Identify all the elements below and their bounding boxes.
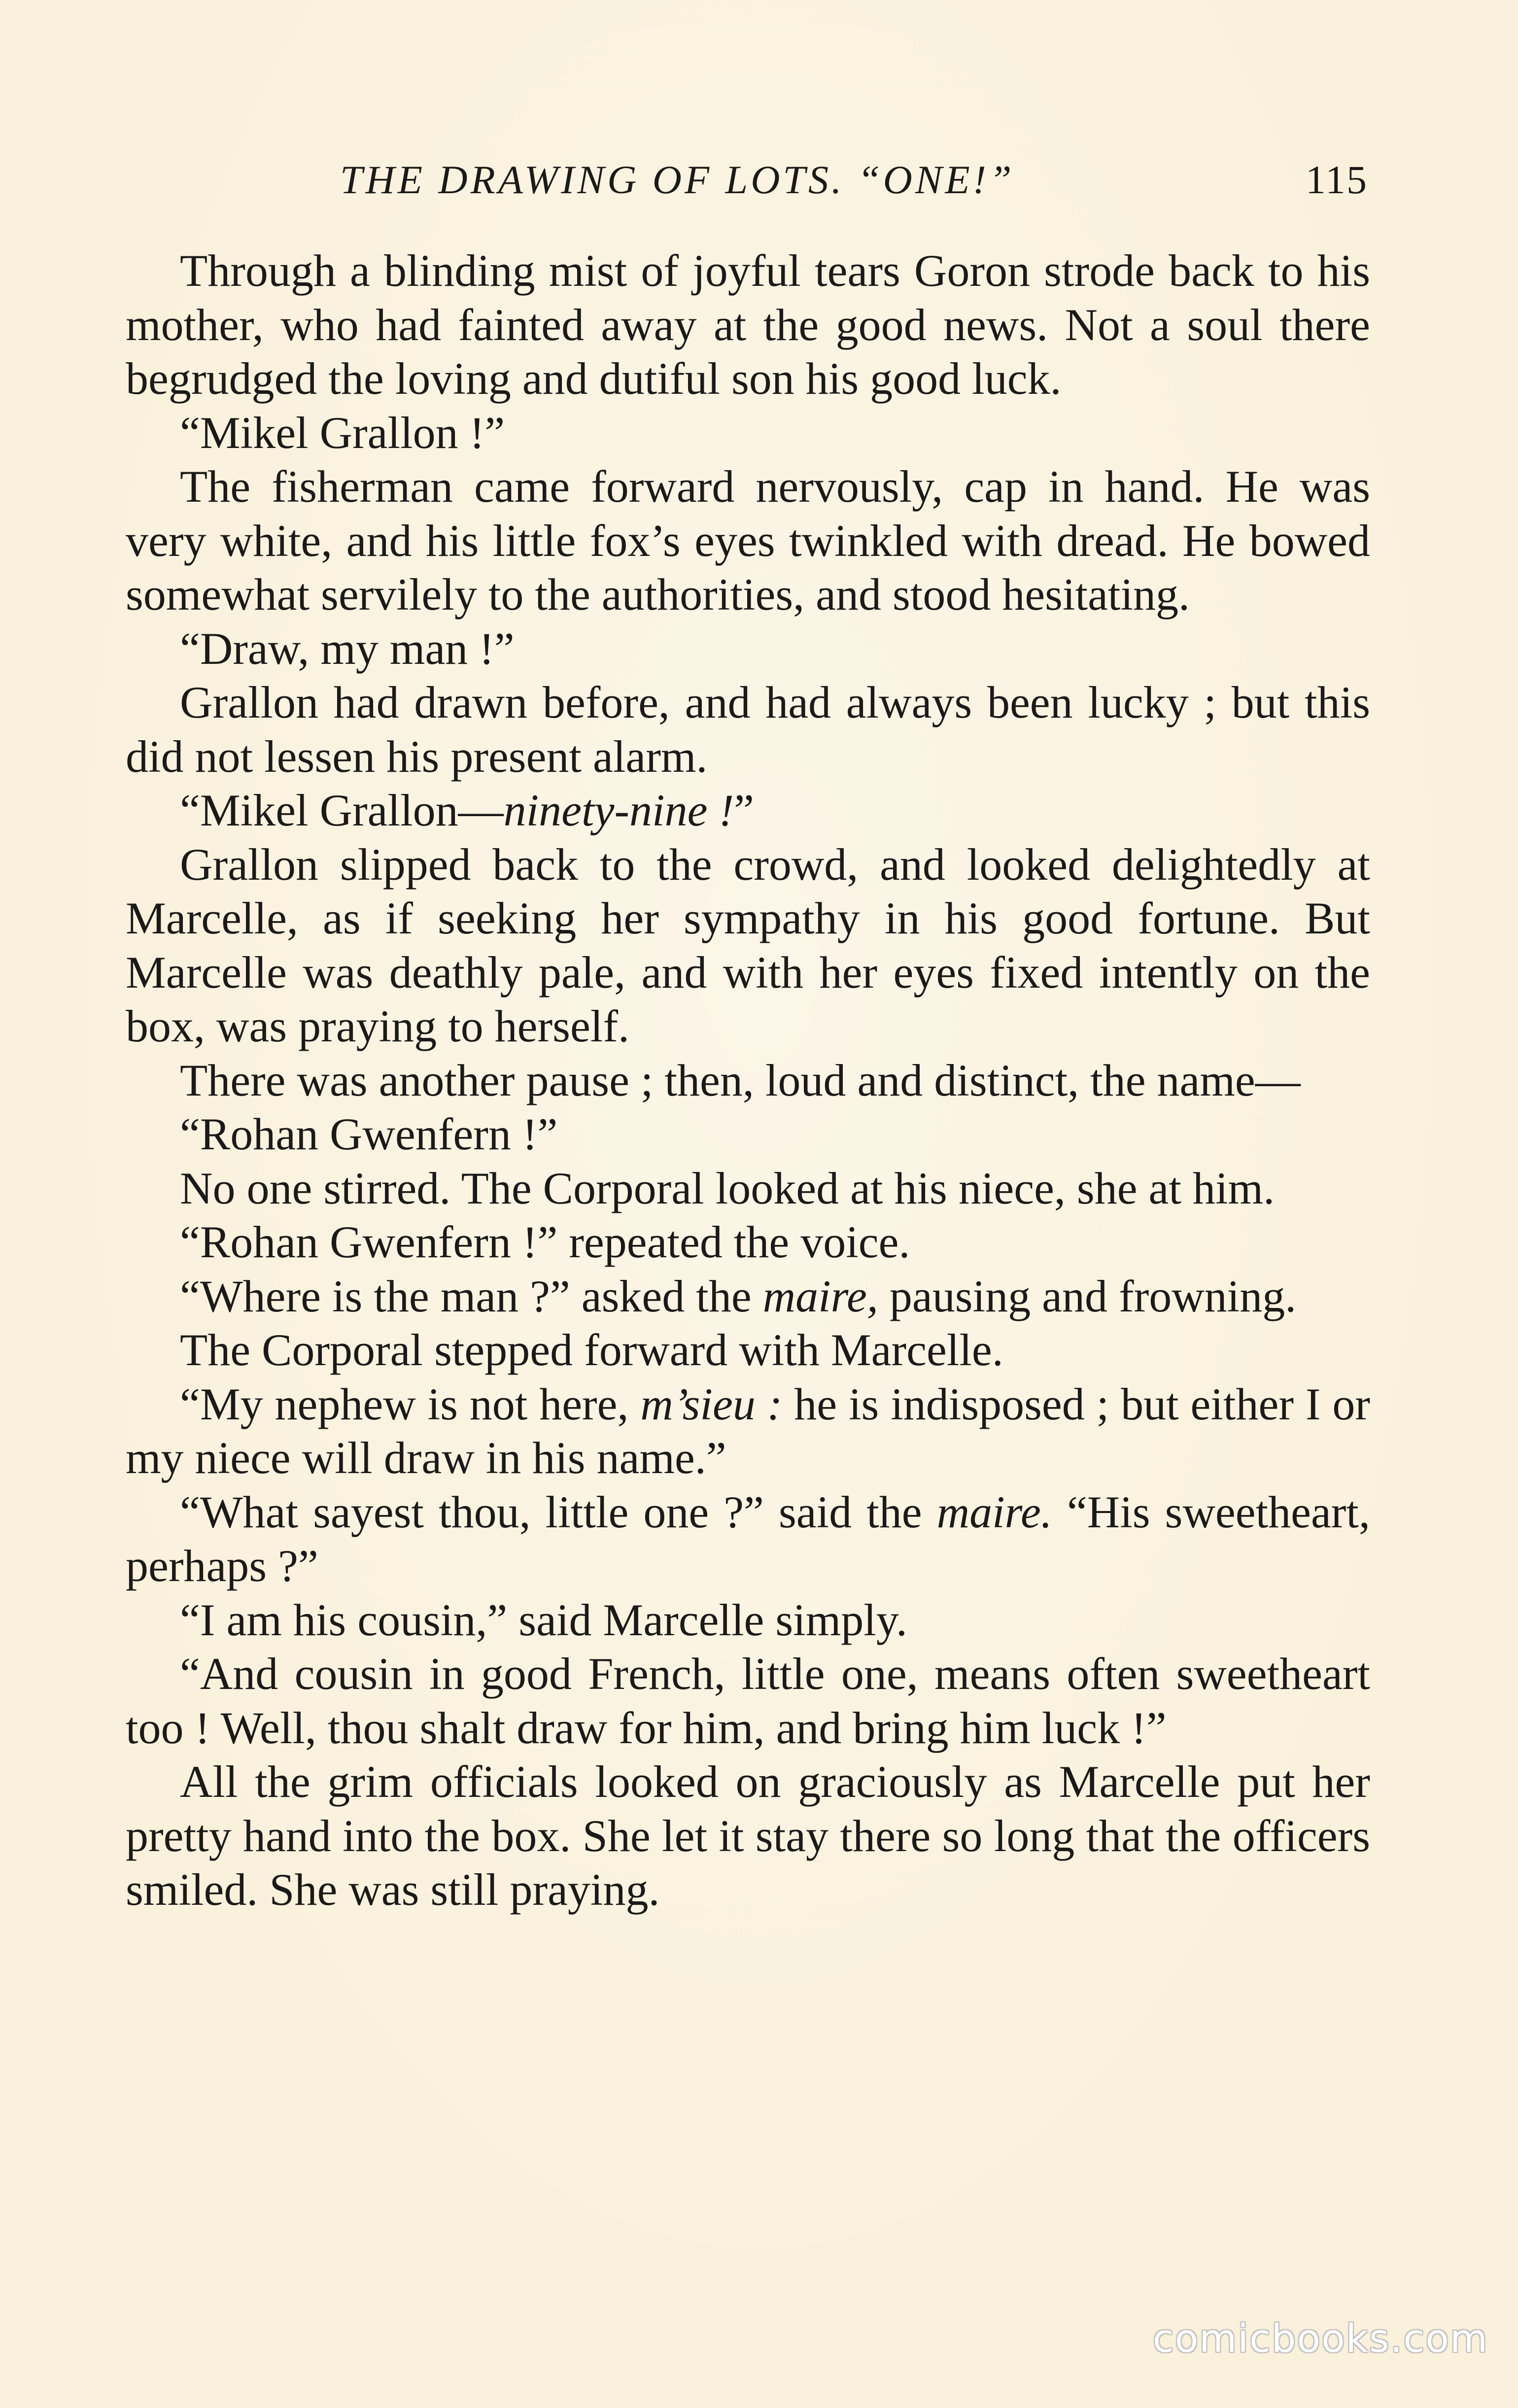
paragraph: Grallon had drawn before, and had always been lucky ; but this did not lessen his present alarm.	[126, 677, 1370, 782]
paragraph: “I am his cousin,” said Marcelle simply.	[180, 1594, 907, 1645]
paragraph	[126, 784, 1370, 838]
watermark-logo: comicbooks.com	[1152, 2317, 1488, 2361]
paragraph: No one stirred. The Corporal looked at his niece, she at him.	[180, 1163, 1275, 1213]
body-text	[126, 244, 1370, 1917]
running-head-title: THE DRAWING OF LOTS. “ONE!”	[340, 157, 1015, 202]
paragraph: The fisherman came forward nervously, cap in hand. He was very white, and his little fox’s eyes twinkled with dread. He bowed somewhat servilely to the authorities, and stood hesitating.	[126, 461, 1370, 619]
paragraph-italic: ninety-nine !	[503, 785, 734, 835]
paragraph	[126, 1270, 1370, 1324]
paragraph	[126, 1485, 1370, 1593]
paragraph: “Draw, my man !”	[180, 623, 515, 674]
paragraph-text: “My nephew is not here,	[180, 1378, 641, 1429]
paragraph-text: pausing and frowning.	[878, 1271, 1297, 1321]
paragraph-italic: maire,	[762, 1271, 878, 1321]
paragraph-italic: m’sieu :	[640, 1378, 783, 1429]
paragraph-text: ”	[734, 785, 754, 835]
paragraph: Grallon slipped back to the crowd, and looked delightedly at Marcelle, as if seeking her sympathy in his good fortune. But Marcelle was deathly pale, and with her eyes fixed intently on the box, was praying to herself.	[126, 839, 1370, 1051]
paragraph: There was another pause ; then, loud and distinct, the name—	[180, 1055, 1301, 1105]
paragraph-text: he is indisposed ; but either I or my niece will draw in his name.”	[126, 1378, 1370, 1483]
paragraph-text: “What sayest thou, little one ?” said the	[180, 1486, 937, 1537]
paragraph-text: “Where is the man ?” asked the	[180, 1271, 763, 1321]
paragraph: Through a blinding mist of joyful tears Goron strode back to his mother, who had fainted away at the good news. Not a soul there begrudged the loving and dutiful son his good luck.	[126, 245, 1370, 404]
paragraph: The Corporal stepped forward with Marcelle.	[180, 1325, 1003, 1375]
paragraph: All the grim officials looked on graciously as Marcelle put her pretty hand into the box. She let it stay there so long that the officers smiled. She was still praying.	[126, 1756, 1370, 1915]
paragraph-italic: maire.	[936, 1486, 1052, 1537]
paragraph: “Mikel Grallon !”	[180, 407, 505, 458]
paragraph	[126, 1377, 1370, 1485]
paragraph-text: “His sweetheart, perhaps ?”	[126, 1486, 1370, 1591]
paragraph: “Rohan Gwenfern !” repeated the voice.	[180, 1217, 910, 1267]
paragraph: “Rohan Gwenfern !”	[180, 1109, 558, 1159]
page-number: 115	[1306, 157, 1368, 202]
running-head	[340, 148, 1368, 212]
paragraph: “And cousin in good French, little one, means often sweetheart too ! Well, thou shalt draw for him, and bring him luck !”	[126, 1649, 1370, 1753]
paragraph-text: “Mikel Grallon—	[180, 785, 504, 835]
